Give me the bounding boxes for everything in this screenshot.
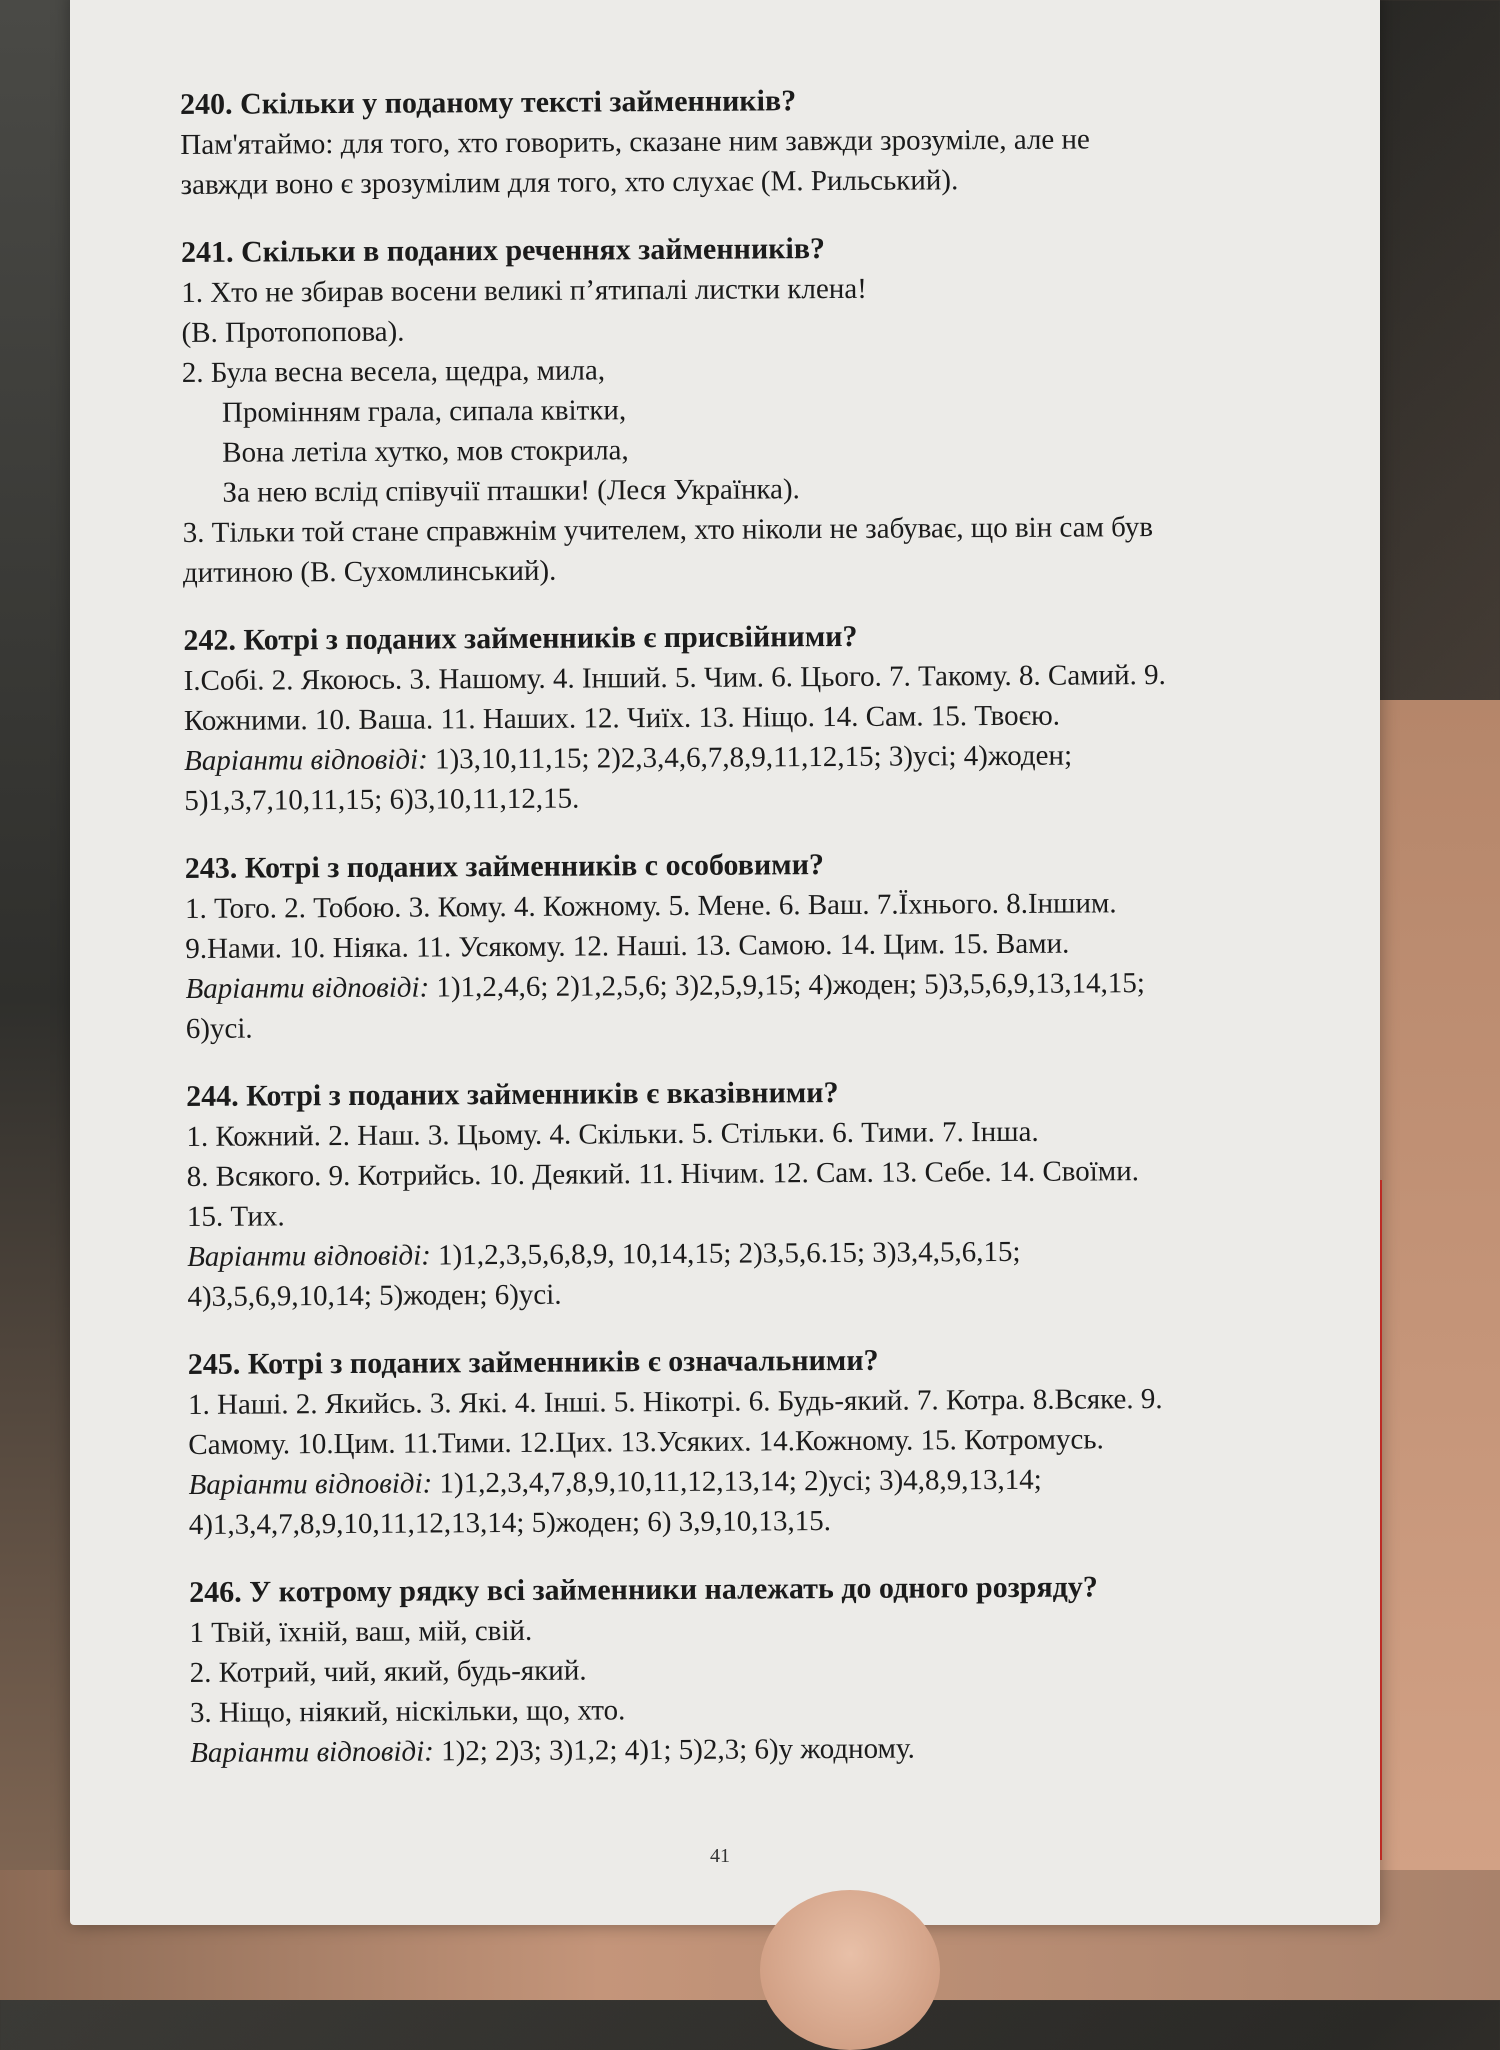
exercise-246 [189,1566,1370,1773]
text-line: 15. Тих. [186,1200,285,1233]
text-line: 8. Всякого. 9. Котрийсь. 10. Деякий. 11. Нічим. 12. Сам. 13. Себе. 14. Своїми. [186,1155,1140,1193]
exercise-242 [183,614,1364,821]
variants-label: Варіанти відповіді: [187,1239,431,1273]
exercise-240 [180,78,1361,205]
variants-label: Варіанти відповіді: [188,1467,433,1501]
variants-text: 6)усі. [185,1012,253,1045]
variants-text: 1)1,2,3,4,7,8,9,10,11,12,13,14; 2)усі; 3)4,8,9,13,14; [439,1463,1042,1500]
text-line: завжди воно є зрозумілим для того, хто слухає (М. Рильський). [180,164,959,201]
variants-text: 4)1,3,4,7,8,9,10,11,12,13,14; 5)жоден; 6) 3,9,10,13,15. [188,1505,832,1541]
exercise-title: 246. У котрому рядку всі займенники належать до одного розряду? [189,1570,1098,1609]
variants-text: 1)1,2,3,5,6,8,9, 10,14,15; 2)3,5,6.15; 3)3,4,5,6,15; [438,1235,1021,1272]
text-line: 2. Котрий, чий, який, будь-який. [189,1654,587,1689]
variants-label: Варіанти відповіді: [185,971,430,1005]
text-line: Самому. 10.Цим. 11.Тими. 12.Цих. 13.Усяких. 14.Кожному. 15. Котромусь. [188,1423,1104,1461]
background-right [1370,700,1500,2000]
page-content [180,78,1370,1801]
text-line: 1. Хто не збирав восени великі п’ятипалі листки клена! [181,272,867,309]
text-line: І.Собі. 2. Якоюсь. 3. Нашому. 4. Інший. 5. Чим. 6. Цього. 7. Такому. 8. Самий. 9. [183,658,1166,697]
variants-text: 1)2; 2)3; 3)1,2; 4)1; 5)2,3; 6)у жодному. [441,1732,915,1768]
exercise-title: 243. Котрі з поданих займенників с особовими? [184,848,825,885]
variants-text: 5)1,3,7,10,11,15; 6)3,10,11,12,15. [184,782,580,817]
text-line: 1. Того. 2. Тобою. 3. Кому. 4. Кожному. 5. Мене. 6. Ваш. 7.Їхнього. 8.Іншим. [184,887,1117,925]
exercise-title: 245. Котрі з поданих займенників є означальними? [187,1343,879,1381]
text-line: 2. Була весна весела, щедра, мила, [181,354,606,389]
text-line: Кожними. 10. Ваша. 11. Наших. 12. Чиїх. 13. Ніщо. 14. Сам. 15. Твоєю. [183,699,1061,737]
finger-thumb [760,1890,940,2050]
text-line: 3. Ніщо, ніякий, нiскільки, що, хто. [189,1694,626,1729]
text-line: 1. Кожний. 2. Наш. 3. Цьому. 4. Скільки. 5. Стільки. 6. Тими. 7. Інша. [186,1115,1039,1153]
text-line: 9.Нами. 10. Ніяка. 11. Усякому. 12. Наші. 13. Самою. 14. Цим. 15. Вами. [185,927,1070,965]
text-line: дитиною (В. Сухомлинський). [182,554,557,589]
exercise-243 [185,842,1366,1049]
variants-line [190,1726,1370,1773]
exercise-241 [181,226,1363,593]
exercise-title: 241. Скільки в поданих реченнях займенників? [180,232,826,269]
exercise-title: 244. Котрі з поданих займенників є вказівними? [186,1075,839,1113]
exercise-244 [186,1070,1367,1317]
book-page [70,0,1380,1925]
poem-line: Вона летіла хутко, мов стокрила, [222,434,629,469]
variants-text: 1)3,10,11,15; 2)2,3,4,6,7,8,9,11,12,15; 3)усі; 4)жоден; [434,739,1073,776]
page-number: 41 [710,1845,730,1867]
exercise-245 [188,1338,1369,1545]
poem-line: За нею вслід співучії пташки! (Леся Українка). [222,473,800,509]
poem-line: Промінням грала, сипала квітки, [221,394,627,429]
exercise-title: 240. Скільки у поданому тексті займенників? [180,84,797,121]
variants-label: Варіанти відповіді: [190,1735,434,1769]
variants-text: 4)3,5,6,9,10,14; 5)жоден; 6)усі. [187,1278,562,1313]
text-line: 1. Наші. 2. Якийсь. 3. Які. 4. Інші. 5. Нікотрі. 6. Будь-який. 7. Котра. 8.Всяке. 9. [187,1383,1163,1421]
variants-text: 1)1,2,4,6; 2)1,2,5,6; 3)2,5,9,15; 4)жоден; 5)3,5,6,9,13,14,15; [436,967,1146,1004]
exercise-title: 242. Котрі з поданих займенників є присвійними? [183,619,858,657]
text-line: 1 Твій, їхній, ваш, мій, свій. [189,1614,533,1649]
text-line: Пам'ятаймо: для того, хто говорить, сказане ним завжди зрозуміле, але не [180,123,1090,161]
text-line: (В. Протопопова). [181,315,405,349]
text-line: 3. Тільки той стане справжнім учителем, хто ніколи не забуває, що він сам був [182,511,1154,549]
variants-label: Варіанти відповіді: [184,743,428,777]
